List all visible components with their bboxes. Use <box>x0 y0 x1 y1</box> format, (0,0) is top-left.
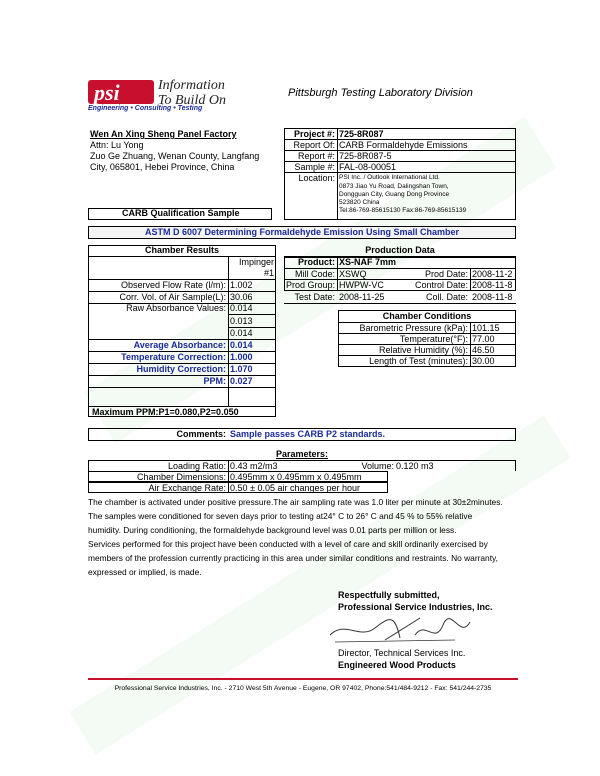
flow-label: Observed Flow Rate (l/m): <box>120 280 226 290</box>
parameters-title: Parameters: <box>275 449 329 459</box>
project-value: 725-8R087 <box>339 129 384 139</box>
impinger-label: Impinger <box>238 257 274 267</box>
coll-label: Coll. Date: <box>425 292 468 302</box>
location-line: Tel:86-769-85615130 Fax:86-769-85615139 <box>339 207 467 214</box>
method-title: ASTM D 6007 Determining Formaldehyde Emission Using Small Chamber <box>144 227 460 237</box>
temp-value: 77.00 <box>472 334 495 344</box>
note-line: The samples were conditioned for seven days prior to testing at24° C to 26° C and 45 % to 55% relative <box>88 511 473 521</box>
group-value: HWPW-VC <box>339 280 384 290</box>
report-of-label: Report Of: <box>293 140 335 150</box>
footer-text: Professional Service Industries, Inc. - 2710 West 5th Avenue - Eugene, OR 97402, Phone:541/484-9212 - Fax: 541/244-2735 <box>114 685 492 692</box>
hum-corr-value: 1.070 <box>230 364 253 374</box>
baro-value: 101.15 <box>472 323 500 333</box>
location-line: 0873 Jiao Yu Road, Dalingshan Town, <box>339 183 449 190</box>
mill-label: Mill Code: <box>294 269 335 279</box>
project-divider <box>337 128 338 220</box>
ppm-value: 0.027 <box>230 376 253 386</box>
ppm-label: PPM: <box>203 376 226 386</box>
pd-divider <box>337 257 338 291</box>
raw-value: 0.014 <box>230 303 253 313</box>
note-line: humidity. During conditioning, the formaldehyde background level was 0.01 parts per million or less. <box>88 525 457 535</box>
rh-value: 46.50 <box>472 345 495 355</box>
note-line: The chamber is activated under positive pressure.The air sampling rate was 1.0 liter per minute at 30±2minutes. <box>88 497 503 507</box>
report-of-value: CARB Formaldehyde Emissions <box>339 140 468 150</box>
subtag: Engineering • Consulting • Testing <box>88 105 203 112</box>
group-label: Prod Group: <box>285 280 335 290</box>
temp-label: Temperature(°F): <box>399 334 468 344</box>
footer-rule <box>88 678 518 680</box>
air-value: 0.50 ± 0.05 air changes per hour <box>230 483 361 493</box>
client-attn: Attn: Lu Yong <box>90 140 144 150</box>
product-value: XS-NAF 7mm <box>339 257 397 267</box>
location-label: Location: <box>298 173 335 183</box>
test-value: 2008-11-25 <box>339 292 385 302</box>
sample-value: FAL-08-00051 <box>339 162 397 172</box>
dims-label: Chamber Dimensions: <box>136 472 226 482</box>
project-label: Project #: <box>293 129 335 139</box>
loading-value: 0.43 m2/m3 <box>230 461 278 471</box>
volume-label: Volume: <box>361 461 394 471</box>
impinger-num: #1 <box>263 268 274 278</box>
signature-title-2: Engineered Wood Products <box>338 660 456 670</box>
flow-value: 1.002 <box>230 280 253 290</box>
handwritten-signature <box>325 610 475 650</box>
tagline-2: To Build On <box>158 93 226 108</box>
baro-label: Barometric Pressure (kPa): <box>359 323 468 333</box>
hum-corr-label: Humidity Correction: <box>136 364 226 374</box>
production-title: Production Data <box>365 245 435 255</box>
report-label: Report #: <box>297 151 335 161</box>
corr-label: Corr. Vol. of Air Sample(L): <box>119 292 226 302</box>
volume-value: 0.120 m3 <box>396 461 434 471</box>
chamber-results-title: Chamber Results <box>144 245 220 255</box>
len-value: 30.00 <box>472 356 495 366</box>
tagline-1: Information <box>158 78 225 93</box>
client-footer: CARB Qualification Sample <box>122 208 240 218</box>
prod-date-label: Prod Date: <box>424 269 468 279</box>
report-value: 725-8R087-5 <box>339 151 392 161</box>
test-label: Test Date: <box>294 292 335 302</box>
mill-value: XSWQ <box>339 269 367 279</box>
location-line: Dongguan City, Guang Dong Province <box>339 191 450 198</box>
location-line: PSI Inc. / Outlook International Ltd. <box>339 174 440 181</box>
conditions-title: Chamber Conditions <box>382 311 472 321</box>
corr-value: 30.06 <box>230 292 253 302</box>
raw-label: Raw Absorbance Values: <box>126 303 226 313</box>
raw-value: 0.014 <box>230 328 253 338</box>
cr-rule <box>228 314 276 315</box>
dims-value: 0.495mm x 0.495mm x 0.495mm <box>230 472 362 482</box>
comments-value: Sample passes CARB P2 standards. <box>230 429 386 439</box>
param-divider <box>228 460 229 471</box>
raw-value: 0.013 <box>230 316 253 326</box>
note-line: Services performed for this project have been conducted with a level of care and skill ordinarily exercised by <box>88 539 488 549</box>
sample-label: Sample #: <box>294 162 335 172</box>
len-label: Length of Test (minutes): <box>369 356 468 366</box>
pd-divider <box>470 268 471 291</box>
rh-label: Relative Humidity (%): <box>378 345 468 355</box>
division-title: Pittsburgh Testing Laboratory Division <box>288 87 473 99</box>
avg-value: 0.014 <box>230 340 253 350</box>
product-label: Product: <box>298 257 335 267</box>
coll-value: 2008-11-8 <box>472 292 513 302</box>
temp-corr-value: 1.000 <box>230 352 253 362</box>
avg-label: Average Absorbance: <box>133 340 226 350</box>
control-label: Control Date: <box>414 280 468 290</box>
temp-corr-label: Temperature Correction: <box>121 352 226 362</box>
psi-logo <box>88 80 154 104</box>
signature-line-1: Respectfully submitted, <box>338 590 440 600</box>
cr-rule <box>88 387 276 388</box>
note-line: members of the profession currently practicing in this area under similar conditions and restraints. No warranty, <box>88 553 498 563</box>
pd-rule <box>284 303 516 304</box>
control-value: 2008-11-8 <box>472 280 513 290</box>
location-line: 523820 China <box>339 199 380 206</box>
client-name: Wen An Xing Sheng Panel Factory <box>90 129 237 139</box>
logo-text: psi <box>94 80 120 105</box>
loading-label: Loading Ratio: <box>167 461 226 471</box>
signature-title-1: Director, Technical Services Inc. <box>338 648 466 658</box>
air-label: Air Exchange Rate: <box>148 483 226 493</box>
signature-line-2: Professional Service Industries, Inc. <box>338 602 493 612</box>
comments-label: Comments: <box>176 429 226 439</box>
client-address-1: Zuo Ge Zhuang, Wenan County, Langfang <box>90 151 260 161</box>
note-line: expressed or implied, is made. <box>88 567 202 577</box>
cc-divider <box>470 322 471 367</box>
max-ppm: Maximum PPM:P1=0.080,P2=0.050 <box>92 407 239 417</box>
prod-date-value: 2008-11-2 <box>472 269 513 279</box>
client-address-2: City, 065801, Hebei Province, China <box>90 162 235 172</box>
